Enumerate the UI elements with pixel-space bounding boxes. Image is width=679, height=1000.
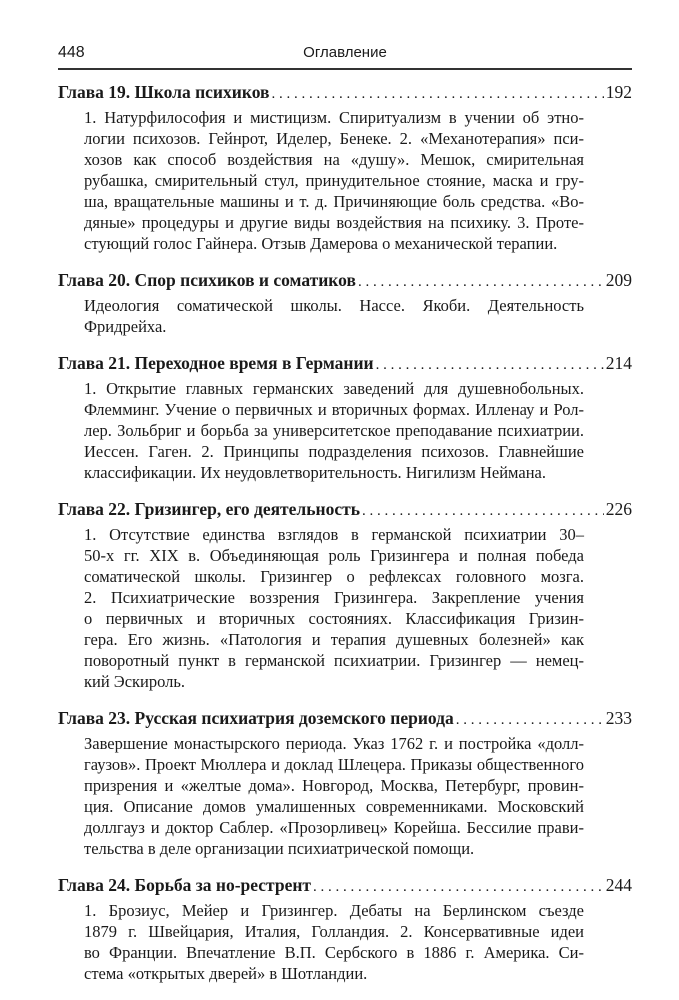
running-header [58, 40, 632, 70]
chapter-title: Глава 19. Школа психиков [58, 82, 270, 102]
dot-leader [376, 353, 604, 377]
summary-line: соматической школы. Гризингер о рефлексах головного мозга. [84, 567, 584, 586]
dot-leader [313, 875, 604, 899]
summary-line: во Франции. Впечатление В.П. Сербского в 1886 г. Америка. Си- [84, 943, 584, 962]
chapter-title: Глава 21. Переходное время в Германии [58, 353, 374, 373]
toc-entry [58, 268, 632, 337]
summary-line: 2. Психиатрические воззрения Гризингера. Закрепление учения [84, 588, 584, 607]
dot-leader [358, 270, 604, 294]
summary-line: стующий голос Гайнера. Отзыв Дамерова о механической терапии. [84, 234, 558, 253]
toc-entry [58, 497, 632, 692]
summary-line: 1879 г. Швейцария, Италия, Голландия. 2. Консервативные идеи [84, 922, 584, 941]
summary-line: Флемминг. Учение о первичных и вторичных формах. Илленау и Рол- [84, 400, 584, 419]
summary-line: хозов как способ воздействия на «душу». Мешок, смирительная [84, 150, 584, 169]
toc-entry [58, 873, 632, 984]
summary-line: о первичных и вторичных состояниях. Классификация Гризин- [84, 609, 584, 628]
chapter-page: 226 [605, 499, 632, 519]
summary-line: доллгауз и доктор Саблер. «Прозорливец» Корейша. Бессилие прави- [84, 818, 584, 837]
running-title: Оглавление [303, 44, 387, 61]
summary-line: Идеология соматической школы. Нассе. Якоби. Деятельность [84, 296, 584, 315]
chapter-title: Глава 20. Спор психиков и соматиков [58, 270, 356, 290]
summary-line: логии психозов. Гейнрот, Иделер, Бенеке. 2. «Механотерапия» пси- [84, 129, 584, 148]
dot-leader [271, 82, 603, 106]
table-of-contents [58, 80, 632, 998]
page-number: 448 [58, 44, 85, 61]
summary-line: Завершение монастырского периода. Указ 1762 г. и постройка «долл- [84, 734, 584, 753]
chapter-page: 214 [605, 353, 632, 373]
chapter-summary [84, 900, 584, 984]
summary-line: 1. Отсутствие единства взглядов в германской психиатрии 30– [84, 525, 584, 544]
summary-line: 1. Открытие главных германских заведений для душевнобольных. [84, 379, 584, 398]
toc-entry [58, 80, 632, 254]
chapter-summary [84, 524, 584, 692]
summary-line: классификации. Их неудовлетворительность. Нигилизм Неймана. [84, 463, 546, 482]
summary-line: поворотный пункт в германской психиатрии. Гризингер — немец- [84, 651, 584, 670]
chapter-summary [84, 733, 584, 859]
chapter-page: 233 [605, 708, 632, 728]
chapter-heading[interactable] [58, 351, 632, 375]
chapter-summary [84, 378, 584, 483]
summary-line: рубашка, смирительный стул, принудительное стояние, маска и гру- [84, 171, 584, 190]
chapter-page: 209 [605, 270, 632, 290]
toc-entry [58, 706, 632, 859]
summary-line: 1. Брозиус, Мейер и Гризингер. Дебаты на Берлинском съезде [84, 901, 584, 920]
chapter-summary [84, 107, 584, 254]
summary-line: тельства в деле организации психиатрической помощи. [84, 839, 475, 858]
chapter-title: Глава 24. Борьба за но-рестрент [58, 875, 312, 895]
summary-line: гера. Его жизнь. «Патология и терапия душевных болезней» как [84, 630, 584, 649]
chapter-title: Глава 22. Гризингер, его деятельность [58, 499, 360, 519]
chapter-heading[interactable] [58, 268, 632, 292]
chapter-page: 244 [605, 875, 632, 895]
summary-line: гаузов». Проект Мюллера и доклад Шлецера. Приказы общественного [84, 755, 584, 774]
summary-line: Фридрейха. [84, 317, 167, 336]
summary-line: кий Эскироль. [84, 672, 186, 691]
chapter-page: 192 [605, 82, 632, 102]
chapter-title: Глава 23. Русская психиатрия доземского периода [58, 708, 454, 728]
summary-line: лер. Зольбриг и борьба за университетское преподавание психиатрии. [84, 421, 584, 440]
summary-line: дяные» процедуры и другие виды воздействия на психику. 3. Проте- [84, 213, 584, 232]
chapter-heading[interactable] [58, 497, 632, 521]
summary-line: 50-х гг. XIX в. Объединяющая роль Гризингера и полная победа [84, 546, 584, 565]
summary-line: Иессен. Гаген. 2. Принципы подразделения психозов. Главнейшие [84, 442, 584, 461]
summary-line: призрения и «желтые дома». Новгород, Москва, Петербург, провин- [84, 776, 584, 795]
chapter-heading[interactable] [58, 80, 632, 104]
summary-line: стема «открытых дверей» в Шотландии. [84, 964, 368, 983]
summary-line: ция. Описание домов умалишенных современниками. Московский [84, 797, 584, 816]
dot-leader [362, 499, 604, 523]
chapter-heading[interactable] [58, 706, 632, 730]
chapter-summary [84, 295, 584, 337]
summary-line: ша, вращательные машины и т. д. Причиняющие боль средства. «Во- [84, 192, 584, 211]
toc-entry [58, 351, 632, 483]
chapter-heading[interactable] [58, 873, 632, 897]
dot-leader [456, 708, 604, 732]
summary-line: 1. Натурфилософия и мистицизм. Спиритуализм в учении об этно- [84, 108, 584, 127]
